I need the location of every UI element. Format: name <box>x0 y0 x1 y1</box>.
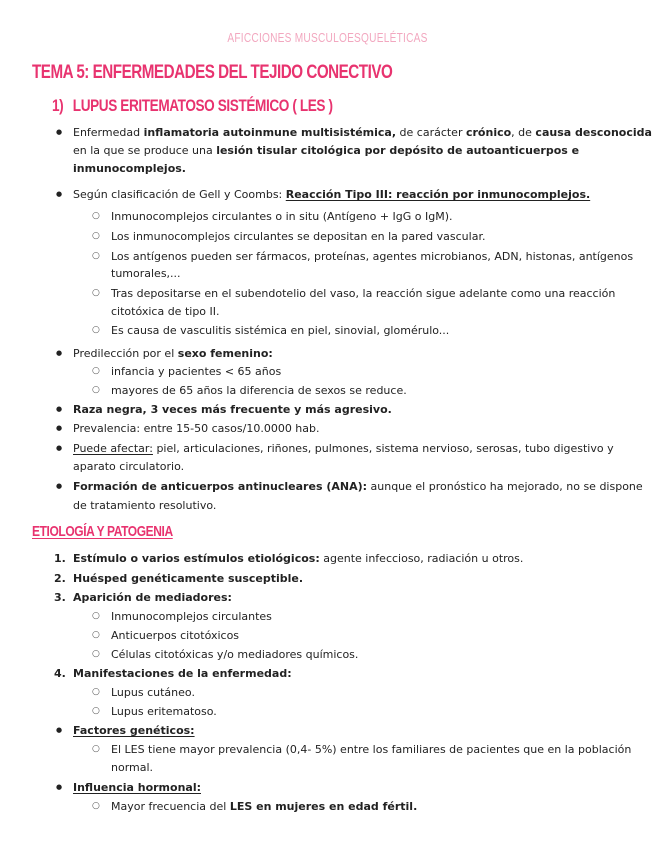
etiology-title: ETIOLOGÍA Y PATOGENIA <box>32 523 173 540</box>
list-item-cont: citotóxica de tipo II. <box>111 305 220 318</box>
list-item: ○ Tras depositarse en el subendotelio del vaso, la reacción sigue adelante como una reacción <box>111 285 615 302</box>
list-item: ○ Lupus eritematoso. <box>111 703 217 720</box>
list-item: ○ El LES tiene mayor prevalencia (0,4- 5%) entre los familiares de pacientes que en la población <box>111 741 631 758</box>
etiology-item: 4. Manifestaciones de la enfermedad: <box>54 667 292 680</box>
section-title-text: LUPUS ERITEMATOSO SISTÉMICO ( LES ) <box>72 96 333 115</box>
page-header: AFICCIONES MUSCULOESQUELÉTICAS <box>227 30 428 45</box>
bullet-ana: ● Formación de anticuerpos antinucleares (ANA): aunque el pronóstico ha mejorado, no se dispone <box>73 478 643 495</box>
etiology-item: 2. Huésped genéticamente susceptible. <box>54 572 304 585</box>
list-item: ○ mayores de 65 años la diferencia de sexos se reduce. <box>111 382 407 399</box>
bullet-definition: ● Enfermedad inflamatoria autoinmune multisistémica, de carácter crónico, de causa desconocida <box>73 124 652 141</box>
bullet-race: ● Raza negra, 3 veces más frecuente y más agresivo. <box>73 401 392 418</box>
list-item: ○ infancia y pacientes < 65 años <box>111 363 281 380</box>
list-item-cont: tumorales,... <box>111 267 181 280</box>
definition-line-2: en la que se produce una lesión tisular citológica por depósito de autoanticuerpos e <box>73 144 580 157</box>
list-item: ○ Es causa de vasculitis sistémica en piel, sinovial, glomérulo... <box>111 322 449 339</box>
section-number: 1) <box>52 96 64 115</box>
list-item: ○ Inmunocomplejos circulantes o in situ (Antígeno + IgG o IgM). <box>111 208 453 225</box>
list-item: ○ Anticuerpos citotóxicos <box>111 627 239 644</box>
definition-line-3: inmunocomplejos. <box>73 162 186 175</box>
bullet-classification: ● Según clasificación de Gell y Coombs: Reacción Tipo III: reacción por inmunocomplejos. <box>73 186 590 203</box>
ana-line-2: de tratamiento resolutivo. <box>73 499 217 512</box>
bullet-prevalence: ● Prevalencia: entre 15-50 casos/10.0000 hab. <box>73 420 320 437</box>
bullet-affects: ● Puede afectar: piel, articulaciones, riñones, pulmones, sistema nervioso, serosas, tubo digestivo y <box>73 440 614 457</box>
etiology-item: 3. Aparición de mediadores: <box>54 591 232 604</box>
etiology-item: 1. Estímulo o varios estímulos etiológicos: agente infeccioso, radiación u otros. <box>54 552 524 565</box>
list-item: ○ Células citotóxicas y/o mediadores químicos. <box>111 646 358 663</box>
list-item: ○ Los antígenos pueden ser fármacos, proteínas, agentes microbianos, ADN, histonas, antígenos <box>111 248 633 265</box>
list-item: ○ Mayor frecuencia del LES en mujeres en edad fértil. <box>111 798 417 815</box>
list-item-cont: normal. <box>111 761 154 774</box>
list-item: ○ Inmunocomplejos circulantes <box>111 608 272 625</box>
bullet-sex: ● Predilección por el sexo femenino: <box>73 345 273 362</box>
section-title <box>52 96 333 116</box>
bullet-genetic: ● Factores genéticos: <box>73 722 195 739</box>
topic-title: TEMA 5: ENFERMEDADES DEL TEJIDO CONECTIVO <box>32 62 393 83</box>
affects-line-2: aparato circulatorio. <box>73 460 185 473</box>
list-item: ○ Los inmunocomplejos circulantes se depositan en la pared vascular. <box>111 228 485 245</box>
bullet-hormonal: ● Influencia hormonal: <box>73 779 201 796</box>
list-item: ○ Lupus cutáneo. <box>111 684 195 701</box>
